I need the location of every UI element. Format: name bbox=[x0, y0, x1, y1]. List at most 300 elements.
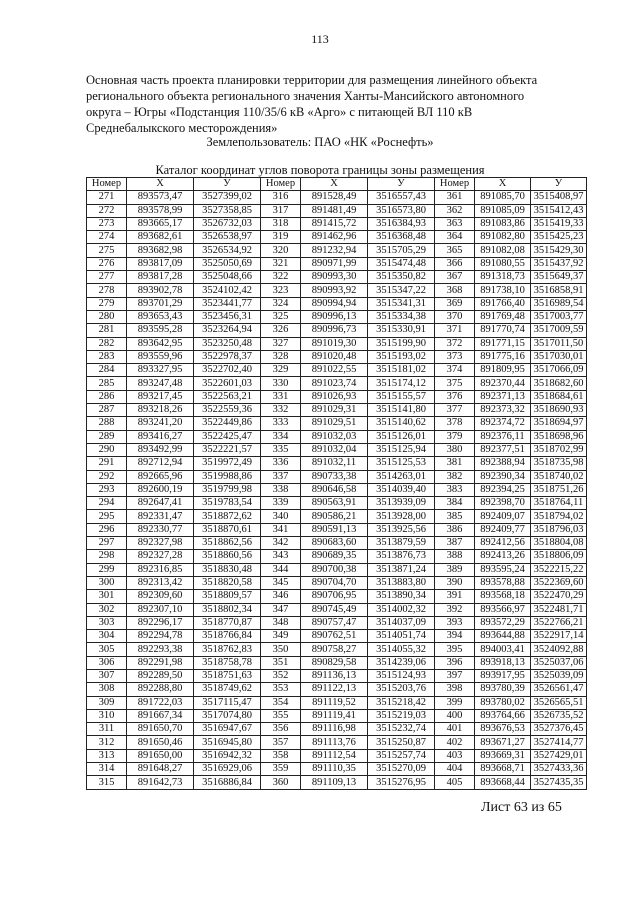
table-cell: 359 bbox=[261, 763, 301, 776]
table-row bbox=[87, 630, 587, 643]
table-cell: 296 bbox=[87, 523, 127, 536]
column-header: У bbox=[531, 178, 587, 191]
table-cell: 891022,55 bbox=[301, 364, 368, 377]
table-cell: 891775,16 bbox=[475, 350, 531, 363]
catalog-title: Каталог координат углов поворота границы зоны размещения bbox=[155, 163, 485, 177]
table-cell: 891642,73 bbox=[127, 776, 194, 789]
table-cell: 3513871,24 bbox=[368, 563, 435, 576]
table-cell: 891415,72 bbox=[301, 217, 368, 230]
table-cell: 3518764,11 bbox=[531, 497, 587, 510]
table-cell: 891032,04 bbox=[301, 443, 368, 456]
table-row bbox=[87, 709, 587, 722]
table-cell: 372 bbox=[435, 337, 475, 350]
table-cell: 3515218,42 bbox=[368, 696, 435, 709]
table-cell: 892665,96 bbox=[127, 470, 194, 483]
table-cell: 274 bbox=[87, 231, 127, 244]
table-cell: 3525037,06 bbox=[531, 656, 587, 669]
table-cell: 319 bbox=[261, 231, 301, 244]
table-cell: 892398,70 bbox=[475, 497, 531, 510]
table-cell: 891650,70 bbox=[127, 723, 194, 736]
table-cell: 384 bbox=[435, 497, 475, 510]
table-row bbox=[87, 563, 587, 576]
table-row bbox=[87, 683, 587, 696]
table-row bbox=[87, 377, 587, 390]
table-cell: 294 bbox=[87, 497, 127, 510]
table-cell: 891085,09 bbox=[475, 204, 531, 217]
table-cell: 3517011,50 bbox=[531, 337, 587, 350]
table-cell: 275 bbox=[87, 244, 127, 257]
table-cell: 891771,15 bbox=[475, 337, 531, 350]
table-cell: 893642,95 bbox=[127, 337, 194, 350]
table-cell: 3518830,48 bbox=[194, 563, 261, 576]
table-row bbox=[87, 364, 587, 377]
table-cell: 301 bbox=[87, 590, 127, 603]
table-cell: 3518702,99 bbox=[531, 443, 587, 456]
table-cell: 893595,24 bbox=[475, 563, 531, 576]
table-cell: 892390,34 bbox=[475, 470, 531, 483]
table-cell: 3516942,32 bbox=[194, 749, 261, 762]
table-cell: 893595,28 bbox=[127, 324, 194, 337]
table-cell: 891119,52 bbox=[301, 696, 368, 709]
table-cell: 893653,43 bbox=[127, 310, 194, 323]
table-cell: 366 bbox=[435, 257, 475, 270]
table-cell: 892327,98 bbox=[127, 537, 194, 550]
table-cell: 891085,70 bbox=[475, 191, 531, 204]
table-cell: 377 bbox=[435, 404, 475, 417]
table-cell: 890700,38 bbox=[301, 563, 368, 576]
table-cell: 355 bbox=[261, 709, 301, 722]
table-row bbox=[87, 736, 587, 749]
table-cell: 3515219,03 bbox=[368, 709, 435, 722]
table-cell: 278 bbox=[87, 284, 127, 297]
table-cell: 890745,49 bbox=[301, 603, 368, 616]
table-cell: 3519988,86 bbox=[194, 470, 261, 483]
table-row bbox=[87, 590, 587, 603]
table-cell: 3518804,08 bbox=[531, 537, 587, 550]
table-cell: 337 bbox=[261, 470, 301, 483]
table-cell: 371 bbox=[435, 324, 475, 337]
table-cell: 404 bbox=[435, 763, 475, 776]
table-cell: 892307,10 bbox=[127, 603, 194, 616]
table-row bbox=[87, 404, 587, 417]
table-cell: 313 bbox=[87, 749, 127, 762]
table-cell: 891462,96 bbox=[301, 231, 368, 244]
table-cell: 394 bbox=[435, 630, 475, 643]
table-cell: 3518740,02 bbox=[531, 470, 587, 483]
table-cell: 330 bbox=[261, 377, 301, 390]
table-cell: 891528,49 bbox=[301, 191, 368, 204]
table-cell: 893669,31 bbox=[475, 749, 531, 762]
table-cell: 892712,94 bbox=[127, 457, 194, 470]
table-cell: 3518694,97 bbox=[531, 417, 587, 430]
table-cell: 369 bbox=[435, 297, 475, 310]
table-cell: 297 bbox=[87, 537, 127, 550]
table-cell: 3513876,73 bbox=[368, 550, 435, 563]
table-row bbox=[87, 191, 587, 204]
table-cell: 891032,11 bbox=[301, 457, 368, 470]
table-cell: 333 bbox=[261, 417, 301, 430]
table-cell: 397 bbox=[435, 669, 475, 682]
table-cell: 893416,27 bbox=[127, 430, 194, 443]
table-cell: 891116,98 bbox=[301, 723, 368, 736]
table-cell: 3515341,31 bbox=[368, 297, 435, 310]
table-cell: 3526538,97 bbox=[194, 231, 261, 244]
table-cell: 295 bbox=[87, 510, 127, 523]
table-cell: 3515276,95 bbox=[368, 776, 435, 789]
table-cell: 3515232,74 bbox=[368, 723, 435, 736]
table-cell: 3519783,54 bbox=[194, 497, 261, 510]
table-row bbox=[87, 643, 587, 656]
table-row bbox=[87, 231, 587, 244]
table-cell: 891082,80 bbox=[475, 231, 531, 244]
table-cell: 3517115,47 bbox=[194, 696, 261, 709]
table-cell: 891029,31 bbox=[301, 404, 368, 417]
table-row bbox=[87, 350, 587, 363]
table-cell: 321 bbox=[261, 257, 301, 270]
table-cell: 352 bbox=[261, 669, 301, 682]
table-cell: 3516573,80 bbox=[368, 204, 435, 217]
table-cell: 280 bbox=[87, 310, 127, 323]
table-cell: 388 bbox=[435, 550, 475, 563]
table-cell: 323 bbox=[261, 284, 301, 297]
table-cell: 893764,66 bbox=[475, 709, 531, 722]
table-cell: 320 bbox=[261, 244, 301, 257]
table-cell: 3515330,91 bbox=[368, 324, 435, 337]
table-cell: 893817,28 bbox=[127, 271, 194, 284]
table-cell: 893676,53 bbox=[475, 723, 531, 736]
table-cell: 314 bbox=[87, 763, 127, 776]
table-cell: 398 bbox=[435, 683, 475, 696]
table-row bbox=[87, 576, 587, 589]
table-cell: 3515705,29 bbox=[368, 244, 435, 257]
table-cell: 3525048,66 bbox=[194, 271, 261, 284]
table-cell: 3513939,09 bbox=[368, 497, 435, 510]
table-row bbox=[87, 749, 587, 762]
table-cell: 894003,41 bbox=[475, 643, 531, 656]
table-cell: 3516945,80 bbox=[194, 736, 261, 749]
table-cell: 893917,95 bbox=[475, 669, 531, 682]
table-cell: 892309,60 bbox=[127, 590, 194, 603]
table-cell: 3515203,76 bbox=[368, 683, 435, 696]
table-cell: 892293,38 bbox=[127, 643, 194, 656]
table-cell: 354 bbox=[261, 696, 301, 709]
table-cell: 891032,03 bbox=[301, 430, 368, 443]
table-cell: 365 bbox=[435, 244, 475, 257]
table-cell: 304 bbox=[87, 630, 127, 643]
table-cell: 358 bbox=[261, 749, 301, 762]
table-cell: 292 bbox=[87, 470, 127, 483]
column-header: У bbox=[368, 178, 435, 191]
table-cell: 893682,61 bbox=[127, 231, 194, 244]
table-cell: 289 bbox=[87, 430, 127, 443]
table-cell: 3515125,94 bbox=[368, 443, 435, 456]
table-cell: 403 bbox=[435, 749, 475, 762]
table-row bbox=[87, 244, 587, 257]
table-cell: 3517003,77 bbox=[531, 310, 587, 323]
table-cell: 893918,13 bbox=[475, 656, 531, 669]
table-cell: 3515270,09 bbox=[368, 763, 435, 776]
table-cell: 891769,48 bbox=[475, 310, 531, 323]
table-cell: 892313,42 bbox=[127, 576, 194, 589]
table-cell: 3513925,56 bbox=[368, 523, 435, 536]
table-cell: 3515334,38 bbox=[368, 310, 435, 323]
table-cell: 368 bbox=[435, 284, 475, 297]
table-cell: 891481,49 bbox=[301, 204, 368, 217]
table-cell: 329 bbox=[261, 364, 301, 377]
table-cell: 892394,25 bbox=[475, 483, 531, 496]
table-cell: 3522766,21 bbox=[531, 616, 587, 629]
table-cell: 3527435,35 bbox=[531, 776, 587, 789]
table-cell: 3522449,86 bbox=[194, 417, 261, 430]
table-cell: 3518749,62 bbox=[194, 683, 261, 696]
table-cell: 893578,88 bbox=[475, 576, 531, 589]
table-cell: 3518806,09 bbox=[531, 550, 587, 563]
table-cell: 3519799,98 bbox=[194, 483, 261, 496]
table-row bbox=[87, 470, 587, 483]
table-cell: 3514051,74 bbox=[368, 630, 435, 643]
table-cell: 890993,92 bbox=[301, 284, 368, 297]
table-cell: 891109,13 bbox=[301, 776, 368, 789]
page-number: 113 bbox=[311, 32, 329, 46]
column-header: X bbox=[301, 178, 368, 191]
table-cell: 891232,94 bbox=[301, 244, 368, 257]
table-cell: 287 bbox=[87, 404, 127, 417]
table-cell: 891029,51 bbox=[301, 417, 368, 430]
table-cell: 3522559,36 bbox=[194, 404, 261, 417]
table-cell: 3516557,43 bbox=[368, 191, 435, 204]
table-cell: 891083,86 bbox=[475, 217, 531, 230]
table-cell: 300 bbox=[87, 576, 127, 589]
table-row bbox=[87, 297, 587, 310]
column-header: Номер bbox=[261, 178, 301, 191]
table-cell: 3516368,48 bbox=[368, 231, 435, 244]
table-cell: 890706,95 bbox=[301, 590, 368, 603]
table-cell: 3515429,30 bbox=[531, 244, 587, 257]
table-cell: 361 bbox=[435, 191, 475, 204]
table-cell: 891023,74 bbox=[301, 377, 368, 390]
table-cell: 378 bbox=[435, 417, 475, 430]
table-cell: 892374,72 bbox=[475, 417, 531, 430]
table-cell: 288 bbox=[87, 417, 127, 430]
table-cell: 3523250,48 bbox=[194, 337, 261, 350]
table-cell: 3515425,23 bbox=[531, 231, 587, 244]
table-row bbox=[87, 337, 587, 350]
table-cell: 315 bbox=[87, 776, 127, 789]
table-cell: 893559,96 bbox=[127, 350, 194, 363]
table-cell: 3522369,60 bbox=[531, 576, 587, 589]
table-cell: 891667,34 bbox=[127, 709, 194, 722]
table-cell: 338 bbox=[261, 483, 301, 496]
table-cell: 3518820,58 bbox=[194, 576, 261, 589]
table-cell: 356 bbox=[261, 723, 301, 736]
table-cell: 892412,56 bbox=[475, 537, 531, 550]
table-cell: 3527358,85 bbox=[194, 204, 261, 217]
table-cell: 3522563,21 bbox=[194, 390, 261, 403]
table-cell: 328 bbox=[261, 350, 301, 363]
table-cell: 3522702,40 bbox=[194, 364, 261, 377]
table-cell: 3517074,80 bbox=[194, 709, 261, 722]
table-cell: 3513883,80 bbox=[368, 576, 435, 589]
table-cell: 892296,17 bbox=[127, 616, 194, 629]
table-cell: 893568,18 bbox=[475, 590, 531, 603]
table-cell: 891082,08 bbox=[475, 244, 531, 257]
table-row bbox=[87, 616, 587, 629]
table-cell: 3516858,91 bbox=[531, 284, 587, 297]
table-cell: 3526534,92 bbox=[194, 244, 261, 257]
table-cell: 3515649,37 bbox=[531, 271, 587, 284]
table-cell: 3514239,06 bbox=[368, 656, 435, 669]
table-cell: 399 bbox=[435, 696, 475, 709]
table-cell: 357 bbox=[261, 736, 301, 749]
table-cell: 3518802,34 bbox=[194, 603, 261, 616]
table-cell: 3518770,87 bbox=[194, 616, 261, 629]
table-cell: 291 bbox=[87, 457, 127, 470]
table-cell: 893566,97 bbox=[475, 603, 531, 616]
table-cell: 3515140,62 bbox=[368, 417, 435, 430]
table-row bbox=[87, 324, 587, 337]
table-cell: 309 bbox=[87, 696, 127, 709]
table-cell: 3515257,74 bbox=[368, 749, 435, 762]
table-cell: 310 bbox=[87, 709, 127, 722]
table-cell: 892413,26 bbox=[475, 550, 531, 563]
table-cell: 891766,40 bbox=[475, 297, 531, 310]
table-cell: 893671,27 bbox=[475, 736, 531, 749]
table-cell: 353 bbox=[261, 683, 301, 696]
table-row bbox=[87, 457, 587, 470]
table-cell: 890758,27 bbox=[301, 643, 368, 656]
table-cell: 3514055,32 bbox=[368, 643, 435, 656]
table-cell: 891650,46 bbox=[127, 736, 194, 749]
table-row bbox=[87, 723, 587, 736]
table-cell: 893780,39 bbox=[475, 683, 531, 696]
table-cell: 3527414,77 bbox=[531, 736, 587, 749]
table-cell: 286 bbox=[87, 390, 127, 403]
table-cell: 893247,48 bbox=[127, 377, 194, 390]
table-cell: 373 bbox=[435, 350, 475, 363]
table-row bbox=[87, 483, 587, 496]
table-cell: 305 bbox=[87, 643, 127, 656]
table-cell: 893572,29 bbox=[475, 616, 531, 629]
table-cell: 271 bbox=[87, 191, 127, 204]
table-cell: 3518690,93 bbox=[531, 404, 587, 417]
table-row bbox=[87, 523, 587, 536]
column-header: X bbox=[127, 178, 194, 191]
table-cell: 890689,35 bbox=[301, 550, 368, 563]
table-cell: 3518735,98 bbox=[531, 457, 587, 470]
table-cell: 891650,00 bbox=[127, 749, 194, 762]
table-cell: 381 bbox=[435, 457, 475, 470]
land-user: Землепользователь: ПАО «НК «Роснефть» bbox=[206, 135, 434, 149]
table-cell: 307 bbox=[87, 669, 127, 682]
table-cell: 3517066,09 bbox=[531, 364, 587, 377]
table-row bbox=[87, 497, 587, 510]
table-cell: 891738,10 bbox=[475, 284, 531, 297]
table-cell: 893682,98 bbox=[127, 244, 194, 257]
table-cell: 891026,93 bbox=[301, 390, 368, 403]
table-cell: 890996,73 bbox=[301, 324, 368, 337]
table-cell: 891112,54 bbox=[301, 749, 368, 762]
table-cell: 3515181,02 bbox=[368, 364, 435, 377]
table-cell: 349 bbox=[261, 630, 301, 643]
table-cell: 3526732,03 bbox=[194, 217, 261, 230]
table-cell: 3518809,57 bbox=[194, 590, 261, 603]
table-cell: 339 bbox=[261, 497, 301, 510]
table-cell: 363 bbox=[435, 217, 475, 230]
table-row bbox=[87, 696, 587, 709]
table-cell: 276 bbox=[87, 257, 127, 270]
table-cell: 345 bbox=[261, 576, 301, 589]
table-cell: 890757,47 bbox=[301, 616, 368, 629]
table-cell: 302 bbox=[87, 603, 127, 616]
table-cell: 316 bbox=[261, 191, 301, 204]
table-cell: 3522978,37 bbox=[194, 350, 261, 363]
table-cell: 367 bbox=[435, 271, 475, 284]
table-cell: 3519972,49 bbox=[194, 457, 261, 470]
table-cell: 326 bbox=[261, 324, 301, 337]
column-header: Номер bbox=[435, 178, 475, 191]
table-cell: 890733,38 bbox=[301, 470, 368, 483]
table-cell: 402 bbox=[435, 736, 475, 749]
table-cell: 893701,29 bbox=[127, 297, 194, 310]
table-cell: 3523264,94 bbox=[194, 324, 261, 337]
table-cell: 892291,98 bbox=[127, 656, 194, 669]
coordinates-table bbox=[86, 177, 587, 790]
table-cell: 332 bbox=[261, 404, 301, 417]
table-cell: 318 bbox=[261, 217, 301, 230]
table-cell: 351 bbox=[261, 656, 301, 669]
table-cell: 401 bbox=[435, 723, 475, 736]
table-cell: 891809,95 bbox=[475, 364, 531, 377]
table-cell: 893665,17 bbox=[127, 217, 194, 230]
table-cell: 892600,19 bbox=[127, 483, 194, 496]
table-cell: 331 bbox=[261, 390, 301, 403]
table-cell: 891110,35 bbox=[301, 763, 368, 776]
table-cell: 3515124,93 bbox=[368, 669, 435, 682]
table-row bbox=[87, 257, 587, 270]
table-cell: 3513928,00 bbox=[368, 510, 435, 523]
table-cell: 3516947,67 bbox=[194, 723, 261, 736]
table-cell: 892388,94 bbox=[475, 457, 531, 470]
table-cell: 3518684,61 bbox=[531, 390, 587, 403]
table-cell: 890829,58 bbox=[301, 656, 368, 669]
table-cell: 3515474,48 bbox=[368, 257, 435, 270]
table-cell: 893492,99 bbox=[127, 443, 194, 456]
table-cell: 3515419,33 bbox=[531, 217, 587, 230]
table-row bbox=[87, 537, 587, 550]
table-cell: 3518698,96 bbox=[531, 430, 587, 443]
table-cell: 891318,73 bbox=[475, 271, 531, 284]
table-row bbox=[87, 417, 587, 430]
table-cell: 3518766,84 bbox=[194, 630, 261, 643]
table-row bbox=[87, 284, 587, 297]
table-cell: 272 bbox=[87, 204, 127, 217]
table-cell: 3527399,02 bbox=[194, 191, 261, 204]
table-cell: 347 bbox=[261, 603, 301, 616]
table-cell: 890994,94 bbox=[301, 297, 368, 310]
table-cell: 3524092,88 bbox=[531, 643, 587, 656]
table-cell: 891770,74 bbox=[475, 324, 531, 337]
table-cell: 386 bbox=[435, 523, 475, 536]
table-cell: 290 bbox=[87, 443, 127, 456]
table-cell: 285 bbox=[87, 377, 127, 390]
table-cell: 374 bbox=[435, 364, 475, 377]
sheet-label: Лист 63 из 65 bbox=[481, 800, 562, 815]
table-cell: 385 bbox=[435, 510, 475, 523]
table-cell: 890646,58 bbox=[301, 483, 368, 496]
table-cell: 893578,99 bbox=[127, 204, 194, 217]
table-cell: 312 bbox=[87, 736, 127, 749]
table-cell: 340 bbox=[261, 510, 301, 523]
